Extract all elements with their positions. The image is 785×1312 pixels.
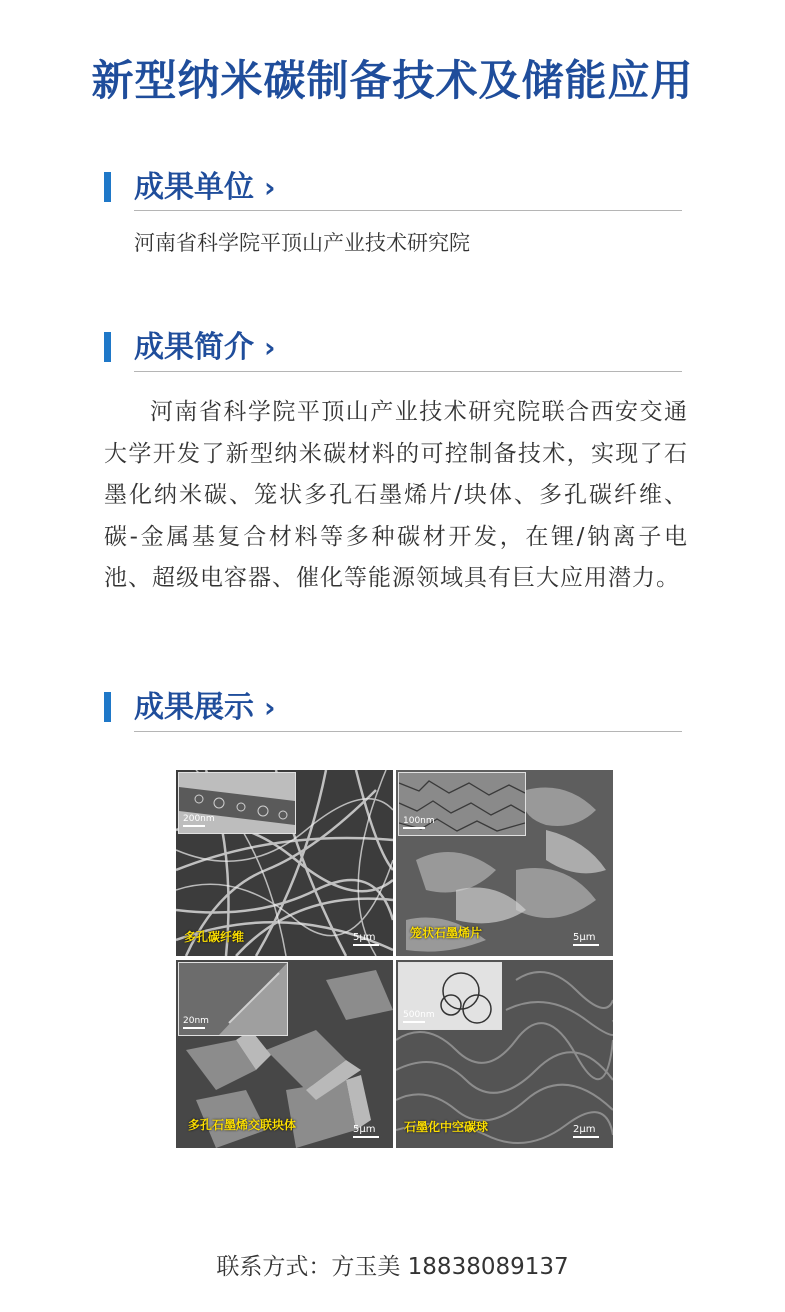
micrograph-porous-carbon-fiber — [176, 770, 393, 956]
chevron-right-icon: › — [264, 331, 276, 364]
section-marker — [104, 172, 111, 202]
section-marker — [104, 692, 111, 722]
section-title: 成果展示 — [134, 690, 254, 725]
chevron-right-icon: › — [264, 691, 276, 724]
micrograph-caption: 多孔石墨烯交联块体 — [188, 1118, 297, 1132]
section-header-unit — [104, 168, 682, 208]
tem-inset — [178, 962, 288, 1036]
inset-scale-bar: 500nm — [403, 1010, 435, 1023]
introduction-text: 河南省科学院平顶山产业技术研究院联合西安交通大学开发了新型纳米碳材料的可控制备技术，实现了石墨化纳米碳、笼状多孔石墨烯片/块体、多孔碳纤维、碳-金属基复合材料等多种碳材开发，在锂/钠离子电池、超级电容器、催化等能源领域具有巨大应用潜力。 — [104, 399, 688, 591]
chevron-right-icon: › — [264, 171, 276, 204]
section-divider — [134, 210, 682, 211]
scale-bar: 5μm — [353, 932, 379, 946]
section-marker — [104, 332, 111, 362]
micrograph-caption: 多孔碳纤维 — [184, 930, 245, 944]
micrograph-caption: 笼状石墨烯片 — [410, 926, 483, 940]
tem-inset — [398, 772, 526, 836]
scale-bar: 2μm — [573, 1124, 599, 1138]
contact-info: 联系方式：方玉美 18838089137 — [216, 1254, 569, 1280]
scale-bar: 5μm — [573, 932, 599, 946]
micrograph-porous-graphene-block — [176, 960, 393, 1148]
micrograph-gallery — [176, 770, 613, 1148]
section-header-intro — [104, 328, 682, 368]
section-divider — [134, 731, 682, 732]
section-divider — [134, 371, 682, 372]
inset-scale-bar: 200nm — [183, 814, 215, 827]
tem-inset — [178, 772, 296, 834]
section-title: 成果简介 — [134, 330, 254, 365]
section-title: 成果单位 — [134, 170, 254, 205]
micrograph-caption: 石墨化中空碳球 — [404, 1120, 489, 1134]
scale-bar: 5μm — [353, 1124, 379, 1138]
organization-name: 河南省科学院平顶山产业技术研究院 — [134, 231, 470, 255]
tem-inset — [398, 962, 502, 1030]
micrograph-hollow-carbon-sphere — [396, 960, 613, 1148]
section-header-showcase — [104, 688, 682, 728]
inset-scale-bar: 100nm — [403, 816, 435, 829]
page-title: 新型纳米碳制备技术及储能应用 — [91, 56, 694, 105]
inset-scale-bar: 20nm — [183, 1016, 209, 1029]
micrograph-cage-graphene-sheet — [396, 770, 613, 956]
